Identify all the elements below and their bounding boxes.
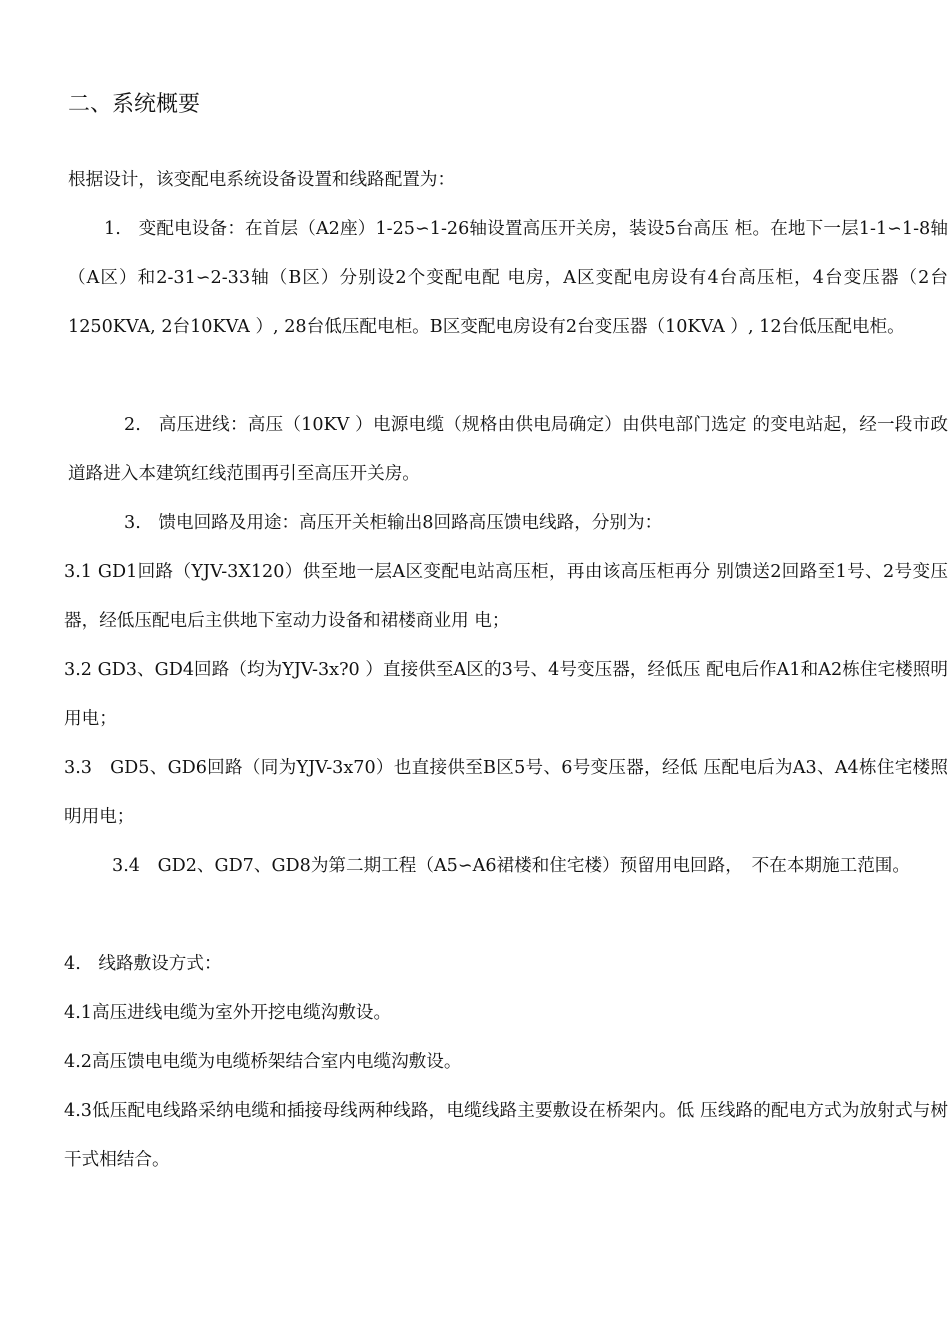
item-4-2-paragraph: 4.2高压馈电电缆为电缆桥架结合室内电缆沟敷设。: [64, 1052, 462, 1072]
item-3-1-paragraph: 3.1 GD1回路（YJV-3X120）供至地一层A区变配电站高压柜，再由该高压柜再分 别馈送2回路至1号、2号变压器，经低压配电后主供地下室动力设备和裙楼商业用 电；: [64, 562, 948, 631]
item-3-2-paragraph: 3.2 GD3、GD4回路（均为YJV-3x?0 ）直接供至A区的3号、4号变压器，经低压 配电后作A1和A2栋住宅楼照明用电；: [64, 660, 948, 729]
item-2-paragraph: 2. 高压进线：高压（10KV ）电源电缆（规格由供电局确定）由供电部门选定 的变电站起，经一段市政道路进入本建筑红线范围再引至高压开关房。: [68, 415, 948, 484]
item-1-paragraph: 1. 变配电设备：在首层（A2座）1-25∽1-26轴设置高压开关房，装设5台高压 柜。在地下一层1-1∽1-8轴（A区）和2-31∽2-33轴（B区）分别设2个变配电配 电房，A区变配电房设有4台高压柜，4台变压器（2台1250KVA, 2台10KVA ）, 28台低压配电柜。B区变配电房设有2台变压器（10KVA ）, 12台低压配电柜。: [68, 219, 948, 337]
item-4-paragraph: 4. 线路敷设方式：: [64, 954, 222, 974]
intro-paragraph: 根据设计，该变配电系统设备设置和线路配置为：: [68, 170, 456, 190]
item-4-3-paragraph: 4.3低压配电线路采纳电缆和插接母线两种线路，电缆线路主要敷设在桥架内。低 压线路的配电方式为放射式与树干式相结合。: [64, 1101, 948, 1170]
item-3-3-paragraph: 3.3 GD5、GD6回路（同为YJV-3x70）也直接供至B区5号、6号变压器，经低 压配电后为A3、A4栋住宅楼照明用电；: [64, 758, 948, 827]
section-heading: 二、系统概要: [68, 92, 201, 117]
item-4-1-paragraph: 4.1高压进线电缆为室外开挖电缆沟敷设。: [64, 1003, 392, 1023]
item-3-4-paragraph: 3.4 GD2、GD7、GD8为第二期工程（A5∽A6裙楼和住宅楼）预留用电回路， 不在本期施工范围。: [112, 856, 910, 876]
item-3-paragraph: 3. 馈电回路及用途：高压开关柜输出8回路高压馈电线路，分别为：: [124, 513, 663, 533]
